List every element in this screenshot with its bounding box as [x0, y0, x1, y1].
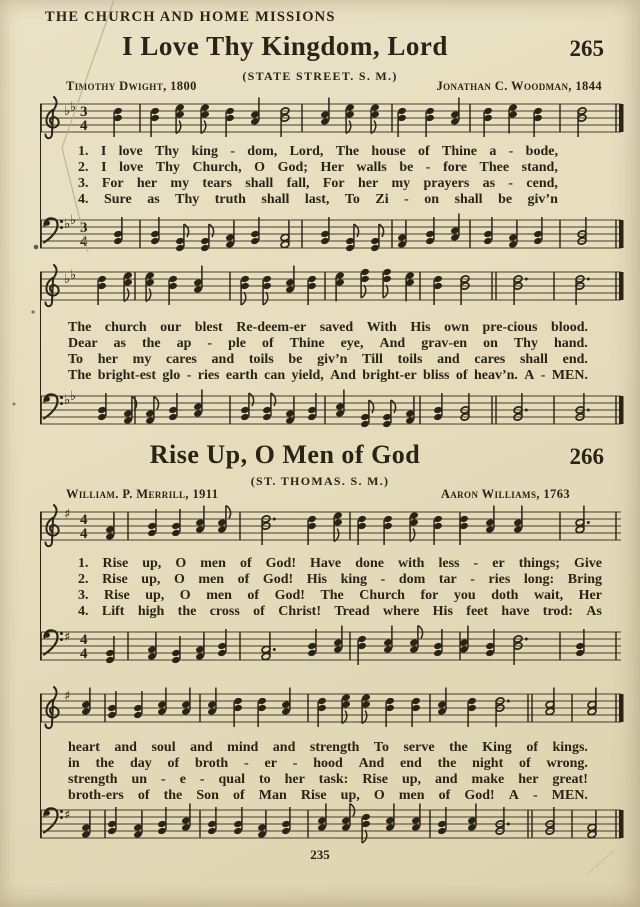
lyric-word: And	[358, 756, 385, 771]
lyric-word: have	[501, 604, 530, 619]
lyric-word: Till	[362, 352, 383, 367]
lyric-word: and	[114, 740, 137, 755]
hymn1-tune-name: (STATE STREET. S. M.)	[242, 69, 398, 83]
lyric-word: -	[292, 756, 298, 771]
lyric-word: hand.	[553, 336, 588, 351]
lyric-word: truth	[214, 192, 246, 207]
lyric-word: shall	[245, 176, 274, 191]
lyric-word: -	[199, 772, 205, 787]
lyric-word: love	[118, 144, 143, 159]
lyric-word: God!	[262, 572, 294, 587]
hymn1-bass-staff-1	[40, 206, 624, 262]
lyric-word: blest	[194, 320, 223, 335]
lyric-word: Give	[573, 556, 602, 571]
lyric-word: on	[424, 192, 440, 207]
lyric-word: up,	[340, 788, 360, 803]
lyric-word: MEN.	[551, 368, 588, 383]
lyric-word: His	[432, 604, 453, 619]
lyric-word: God;	[277, 160, 308, 175]
lyric-word: of	[137, 788, 150, 803]
lyric-word: be	[399, 160, 414, 175]
lyric-line	[78, 144, 558, 160]
lyric-word: of	[417, 144, 430, 159]
lyric-word: As	[586, 604, 602, 619]
lyric-word: -	[540, 368, 546, 383]
lyric-word: Tread	[334, 604, 370, 619]
lyric-word: great!	[552, 772, 588, 787]
lyric-word: Lift	[101, 604, 125, 619]
lyric-line	[68, 320, 588, 336]
lyric-word: toils	[248, 352, 274, 367]
lyric-line	[78, 556, 602, 572]
lyric-word: day	[129, 756, 152, 771]
lyric-word: giv’n	[527, 192, 558, 207]
lyric-word: heav’n.	[473, 368, 518, 383]
lyric-word: er	[264, 756, 277, 771]
hymn2-bass-staff-1	[40, 618, 624, 674]
svg-text:♭: ♭	[70, 213, 77, 228]
lyric-word: saved	[319, 320, 354, 335]
hymn1-composer-right: Jonathan C. Woodman, 1844	[436, 79, 602, 93]
lyric-word: Her	[578, 588, 602, 603]
lyric-word: cend,	[526, 176, 558, 191]
lyric-word: you	[453, 588, 476, 603]
lyric-word: and	[272, 740, 296, 755]
lyric-word: and	[190, 740, 213, 755]
lyric-word: Thine	[441, 144, 477, 159]
lyric-word: -	[473, 556, 479, 571]
lyric-word: can	[264, 368, 286, 383]
lyric-line	[78, 176, 558, 192]
lyric-word: The	[68, 368, 92, 383]
hymn2-composer-right: Aaron Williams, 1763	[440, 487, 570, 501]
svg-text:4: 4	[80, 632, 88, 648]
lyric-word: shall	[519, 352, 548, 367]
lyric-word: serve	[403, 740, 435, 755]
hymn1-verse-block-1	[78, 144, 558, 208]
lyric-word: glo	[162, 368, 181, 383]
lyric-word: feet	[466, 604, 489, 619]
svg-text:3: 3	[80, 104, 88, 120]
lyric-word: in	[68, 756, 80, 771]
lyric-word: Rise	[102, 556, 129, 571]
lyric-word: of	[167, 756, 180, 771]
lyric-word: up,	[141, 572, 161, 587]
lyric-word: church	[104, 320, 147, 335]
lyric-word: own	[444, 320, 469, 335]
hymn1-verse-block-2	[68, 320, 588, 384]
hymn2-verse-block-1	[78, 556, 602, 620]
lyric-word: my	[170, 176, 190, 191]
lyric-word: To	[373, 740, 389, 755]
lyric-word: 3.	[78, 588, 89, 603]
lyric-word: Rise	[300, 788, 327, 803]
lyric-word: For	[101, 176, 124, 191]
lyric-word: A	[524, 368, 535, 383]
lyric-word: tar	[438, 572, 457, 587]
lyric-line	[78, 572, 602, 588]
lyric-word: things;	[518, 556, 560, 571]
lyric-word: be	[288, 352, 303, 367]
lyric-word: -	[425, 160, 431, 175]
lyric-word: fall,	[286, 176, 310, 191]
lyric-word: -	[508, 144, 514, 159]
hymn2-author-left: William. P. Merrill, 1911	[66, 487, 219, 501]
lyric-word: Rise	[102, 572, 128, 587]
lyric-word: -	[533, 788, 538, 803]
hymn1-author-left: Timothy Dwight, 1800	[66, 79, 197, 93]
lyric-line	[68, 756, 588, 772]
lyric-word: love	[119, 160, 144, 175]
lyric-word: For	[322, 176, 345, 191]
lyric-word: strength	[309, 740, 360, 755]
svg-text:♯: ♯	[64, 507, 71, 522]
lyric-word: Thee	[479, 160, 510, 175]
lyric-word: e	[179, 772, 186, 787]
hymn2-tune-name: (ST. THOMAS. S. M.)	[250, 474, 390, 488]
lyric-word: Rise	[104, 588, 130, 603]
lyric-word: ap	[176, 336, 192, 351]
lyric-word: high	[137, 604, 165, 619]
hymn1-treble-staff-1	[40, 90, 624, 146]
running-header: THE CHURCH AND HOME MISSIONS	[45, 9, 336, 25]
lyric-word: grav-en	[421, 336, 468, 351]
lyric-word: And	[330, 368, 356, 383]
lyric-word: And	[379, 336, 406, 351]
lyric-word: broth	[195, 756, 229, 771]
lyric-word: MEN.	[551, 788, 588, 803]
svg-text:♯: ♯	[64, 689, 71, 704]
lyric-word: end.	[562, 352, 588, 367]
lyric-word: done	[355, 556, 384, 571]
lyric-word: cares	[474, 352, 506, 367]
lyric-word: of	[233, 788, 245, 803]
lyric-word: my	[132, 352, 152, 367]
lyric-word: her	[97, 352, 118, 367]
lyric-word: dom	[398, 572, 426, 587]
lyric-word: Christ!	[278, 604, 321, 619]
svg-text:4: 4	[80, 234, 88, 250]
lyric-word: Lord,	[289, 144, 324, 159]
lyric-word: 4.	[78, 604, 89, 619]
hymn2-bass-staff-2	[40, 796, 624, 852]
lyric-word: of	[239, 556, 252, 571]
lyric-word: The	[68, 320, 92, 335]
lyric-word: Thine	[289, 336, 325, 351]
lyric-word: king	[191, 144, 218, 159]
svg-text:♭: ♭	[64, 217, 71, 232]
lyric-word: soul	[151, 740, 176, 755]
lyric-word: Man	[258, 788, 287, 803]
lyric-word: and	[437, 352, 460, 367]
lyric-word: Re-deem-er	[236, 320, 307, 335]
lyric-word: night	[472, 756, 504, 771]
lyric-word: the	[95, 756, 115, 771]
hymn2-treble-staff-2	[40, 680, 624, 736]
lyric-word: O	[254, 160, 266, 175]
hymn2-number: 266	[569, 444, 604, 469]
lyric-line	[78, 160, 558, 176]
lyric-word: Church,	[192, 160, 242, 175]
hymn1-treble-staff-2	[40, 258, 624, 314]
lyric-word: 4.	[78, 192, 89, 207]
lyric-word: O	[175, 556, 187, 571]
lyric-word: of	[237, 572, 250, 587]
lyric-word: be	[498, 192, 513, 207]
lyric-word: of	[526, 740, 538, 755]
lyric-word: men	[200, 556, 226, 571]
lyric-word: I	[101, 160, 107, 175]
svg-text:3: 3	[80, 220, 88, 236]
svg-text:♭: ♭	[64, 272, 71, 287]
lyric-word: -	[404, 192, 409, 207]
lyric-word: earth	[225, 368, 258, 383]
lyric-word: with	[398, 556, 425, 571]
lyric-word: His	[306, 572, 327, 587]
svg-text:4: 4	[80, 526, 88, 542]
lyric-word: of	[253, 604, 265, 619]
lyric-word: up,	[142, 556, 162, 571]
hymn1-number: 265	[569, 36, 604, 61]
lyric-word: end	[400, 756, 422, 771]
lyric-word: her	[357, 176, 379, 191]
lyric-word: of	[261, 336, 274, 351]
lyric-word: ple	[228, 336, 246, 351]
svg-text:♯: ♯	[64, 808, 71, 823]
lyric-word: 2.	[78, 160, 89, 175]
lyric-word: 1.	[78, 144, 89, 159]
lyric-word: and	[211, 352, 235, 367]
lyric-word: Thy	[155, 144, 180, 159]
svg-text:♭: ♭	[70, 389, 77, 404]
svg-text:4: 4	[80, 118, 88, 134]
lyric-word: -	[244, 756, 249, 771]
lyric-word: King	[482, 740, 512, 755]
lyric-word: task:	[318, 772, 349, 787]
lyric-word: 3.	[78, 176, 89, 191]
lyric-word: Bring	[567, 572, 602, 587]
lyric-word: bright-est	[97, 368, 157, 383]
lyric-word: ries	[488, 572, 511, 587]
lyric-word: walls	[356, 160, 387, 175]
lyric-word: His	[410, 320, 431, 335]
lyric-word: the	[449, 740, 468, 755]
lyric-word: The	[320, 588, 344, 603]
hymn1-bass-staff-2	[40, 382, 624, 438]
lyric-word: God!	[265, 556, 297, 571]
lyric-word: Have	[310, 556, 342, 571]
lyric-word: O	[373, 788, 385, 803]
lyric-word: the	[141, 336, 161, 351]
lyric-word: yield,	[291, 368, 324, 383]
lyric-word: house	[371, 144, 406, 159]
lyric-word: toils	[397, 352, 423, 367]
hymn1-title: I Love Thy Kingdom, Lord	[122, 31, 448, 61]
lyric-line	[68, 352, 588, 368]
lyric-word: broth-ers	[68, 788, 124, 803]
hymn2-title: Rise Up, O Men of God	[149, 440, 421, 469]
lyric-word: strength	[68, 772, 118, 787]
lyric-word: With	[366, 320, 397, 335]
lyric-word: bode,	[525, 144, 558, 159]
lyric-word: for	[420, 588, 439, 603]
svg-text:4: 4	[80, 646, 88, 662]
lyric-word: up,	[401, 772, 422, 787]
lyric-word: and	[435, 772, 458, 787]
lyric-word: mind	[227, 740, 259, 755]
lyric-word: my	[391, 176, 411, 191]
lyric-word: A	[508, 788, 519, 803]
lyric-word: as	[482, 176, 496, 191]
lyric-word: giv’n	[317, 352, 348, 367]
lyric-word: The	[335, 144, 360, 159]
lyric-word: -	[230, 144, 235, 159]
lyric-word: as	[147, 192, 160, 207]
lyric-word: -	[508, 176, 514, 191]
lyric-line	[68, 336, 588, 352]
lyric-word: O	[173, 572, 185, 587]
lyric-word: God!	[274, 588, 305, 603]
lyric-word: of	[247, 588, 260, 603]
hymn2-treble-staff-1	[40, 498, 624, 554]
lyric-word: her	[284, 772, 305, 787]
lyric-line	[78, 588, 602, 604]
lyric-word: shall	[261, 192, 290, 207]
lyric-word: as	[113, 336, 126, 351]
lyric-word: king	[340, 572, 368, 587]
lyric-word: Zi	[375, 192, 389, 207]
lyric-word: long:	[523, 572, 555, 587]
lyric-word: the	[437, 756, 457, 771]
lyric-word: wrong.	[546, 756, 588, 771]
lyric-word: kings.	[552, 740, 588, 755]
lyric-word: I	[100, 144, 107, 159]
lyric-word: -	[161, 772, 166, 787]
lyric-word: prayers	[423, 176, 470, 191]
lyric-word: wait,	[533, 588, 564, 603]
lyric-word: pre-cious	[482, 320, 538, 335]
lyric-line	[68, 772, 588, 788]
lyric-word: dom,	[247, 144, 278, 159]
svg-text:♭: ♭	[64, 393, 71, 408]
lyric-word: cares	[166, 352, 197, 367]
lyric-word: hood	[313, 756, 343, 771]
lyric-word: Dear	[68, 336, 98, 351]
lyric-word: un	[131, 772, 148, 787]
lyric-word: where	[383, 604, 420, 619]
lyric-word: Thy	[175, 192, 200, 207]
lyric-word: qual	[218, 772, 245, 787]
lyric-word: make	[471, 772, 505, 787]
svg-text:♭: ♭	[70, 100, 77, 115]
svg-text:♭: ♭	[70, 268, 77, 283]
lyric-word: bliss	[423, 368, 450, 383]
lyric-word: 1.	[78, 556, 89, 571]
lyric-word: trod:	[542, 604, 573, 619]
lyric-word: eye,	[340, 336, 364, 351]
lyric-word: er	[492, 556, 505, 571]
lyric-word: 2.	[78, 572, 89, 587]
lyric-word: ries	[197, 368, 220, 383]
lyric-word: Thy	[513, 336, 538, 351]
lyric-word: men	[398, 788, 425, 803]
lyric-word: stand,	[521, 160, 558, 175]
svg-text:4: 4	[80, 512, 88, 528]
lyric-word: heart	[68, 740, 100, 755]
lyric-word: Thy	[155, 160, 180, 175]
lyric-word: cross	[209, 604, 240, 619]
lyric-word: of	[519, 756, 531, 771]
lyric-word: of	[438, 788, 451, 803]
page-number: 235	[310, 847, 330, 862]
lyric-word: tears	[202, 176, 232, 191]
lyric-word: To	[344, 192, 360, 207]
lyric-line	[68, 740, 588, 756]
lyric-word: on	[483, 336, 498, 351]
lyric-word: blood.	[551, 320, 588, 335]
lyric-word: a	[489, 144, 497, 159]
lyric-word: doth	[491, 588, 519, 603]
lyric-word: -	[207, 336, 213, 351]
lyric-word: the	[163, 788, 183, 803]
lyric-word: Her	[320, 160, 344, 175]
lyric-word: our	[160, 320, 182, 335]
lyric-word: Rise	[362, 772, 388, 787]
lyric-word: of	[455, 368, 468, 383]
lyric-word: men	[206, 588, 232, 603]
lyric-word: her	[136, 176, 158, 191]
lyric-word: O	[179, 588, 191, 603]
lyric-word: less	[438, 556, 460, 571]
svg-text:♭: ♭	[64, 104, 71, 119]
lyric-word: her	[518, 772, 539, 787]
lyric-word: To	[68, 352, 84, 367]
lyric-word: bright-er	[362, 368, 417, 383]
lyric-word: -	[186, 368, 192, 383]
lyric-word: Sure	[103, 192, 132, 207]
lyric-word: Son	[196, 788, 219, 803]
svg-text:♯: ♯	[64, 630, 71, 645]
lyric-word: up,	[145, 588, 165, 603]
lyric-word: Church	[359, 588, 405, 603]
lyric-word: -	[470, 572, 475, 587]
lyric-word: the	[177, 604, 197, 619]
hymn2-verse-block-2	[68, 740, 588, 804]
lyric-word: last,	[304, 192, 330, 207]
lyric-word: to	[258, 772, 271, 787]
lyric-word: shall	[454, 192, 483, 207]
lyric-word: fore	[443, 160, 467, 175]
lyric-word: -	[380, 572, 386, 587]
lyric-word: men	[198, 572, 225, 587]
lyric-word: God!	[464, 788, 495, 803]
